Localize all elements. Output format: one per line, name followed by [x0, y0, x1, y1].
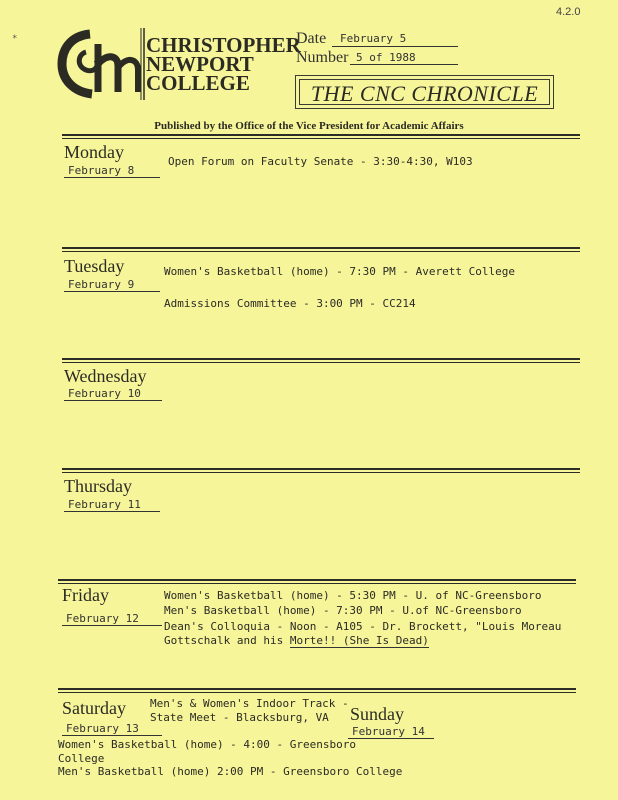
- number-underline: [350, 64, 458, 65]
- friday-event-4-title: Morte!! (She Is Dead): [289, 634, 429, 647]
- wednesday-date: February 10: [64, 387, 162, 401]
- chronicle-title: THE CNC CHRONICLE: [310, 81, 539, 106]
- number-label: Number: [296, 49, 349, 66]
- saturday-heading: Saturday: [62, 698, 126, 718]
- college-name-line-3: COLLEGE: [146, 71, 250, 95]
- date-underline: [332, 46, 458, 47]
- tuesday-event-2: Admissions Committee - 3:00 PM - CC214: [164, 297, 416, 310]
- tuesday-rule: [62, 247, 580, 252]
- saturday-event-3: Women's Basketball (home) - 4:00 - Greensboro: [58, 738, 357, 751]
- wednesday-heading: Wednesday: [64, 366, 147, 386]
- chronicle-masthead: [295, 75, 554, 109]
- monday-event-1: Open Forum on Faculty Senate - 3:30-4:30, W103: [168, 155, 473, 168]
- published-by: Published by the Office of the Vice President for Academic Affairs: [154, 120, 464, 132]
- saturday-event-1: Men's & Women's Indoor Track -: [150, 697, 349, 710]
- corner-mark: 4.2.0: [556, 6, 581, 18]
- college-name-line-2: NEWPORT: [146, 52, 254, 76]
- sunday-date: February 14: [348, 725, 434, 739]
- college-monogram-logo: [56, 24, 146, 104]
- college-name: [146, 33, 301, 95]
- monday-heading: Monday: [64, 142, 124, 162]
- thursday-heading: Thursday: [64, 476, 132, 496]
- date-label: Date: [296, 30, 327, 47]
- date-value: February 5: [340, 32, 407, 45]
- friday-event-4-text: Gottschalk and his: [164, 634, 284, 647]
- thursday-date: February 11: [64, 498, 160, 512]
- saturday-date: February 13: [62, 722, 162, 736]
- number-value: 5 of 1988: [356, 51, 416, 64]
- friday-event-3: Dean's Colloquia - Noon - A105 - Dr. Brockett, "Louis Moreau: [164, 620, 562, 633]
- friday-event-2: Men's Basketball (home) - 7:30 PM - U.of NC-Greensboro: [164, 604, 522, 617]
- friday-heading: Friday: [62, 585, 109, 605]
- saturday-event-5: Men's Basketball (home) 2:00 PM - Greensboro College: [58, 765, 403, 778]
- margin-mark: *: [12, 34, 18, 44]
- college-name-line-1: CHRISTOPHER: [146, 33, 301, 57]
- friday-rule: [58, 579, 576, 584]
- saturday-event-4: College: [58, 752, 105, 765]
- friday-event-4: [164, 634, 429, 647]
- tuesday-heading: Tuesday: [64, 256, 125, 276]
- tuesday-date: February 9: [64, 278, 160, 292]
- saturday-rule: [58, 688, 576, 693]
- sunday-heading: Sunday: [350, 704, 404, 724]
- friday-event-1: Women's Basketball (home) - 5:30 PM - U. of NC-Greensboro: [164, 589, 542, 602]
- saturday-event-2: State Meet - Blacksburg, VA: [150, 711, 329, 724]
- monday-date: February 8: [64, 164, 160, 178]
- wednesday-rule: [62, 358, 580, 363]
- monday-rule: [62, 134, 580, 139]
- friday-date: February 12: [62, 612, 162, 626]
- thursday-rule: [62, 468, 580, 473]
- tuesday-event-1: Women's Basketball (home) - 7:30 PM - Averett College: [164, 265, 515, 278]
